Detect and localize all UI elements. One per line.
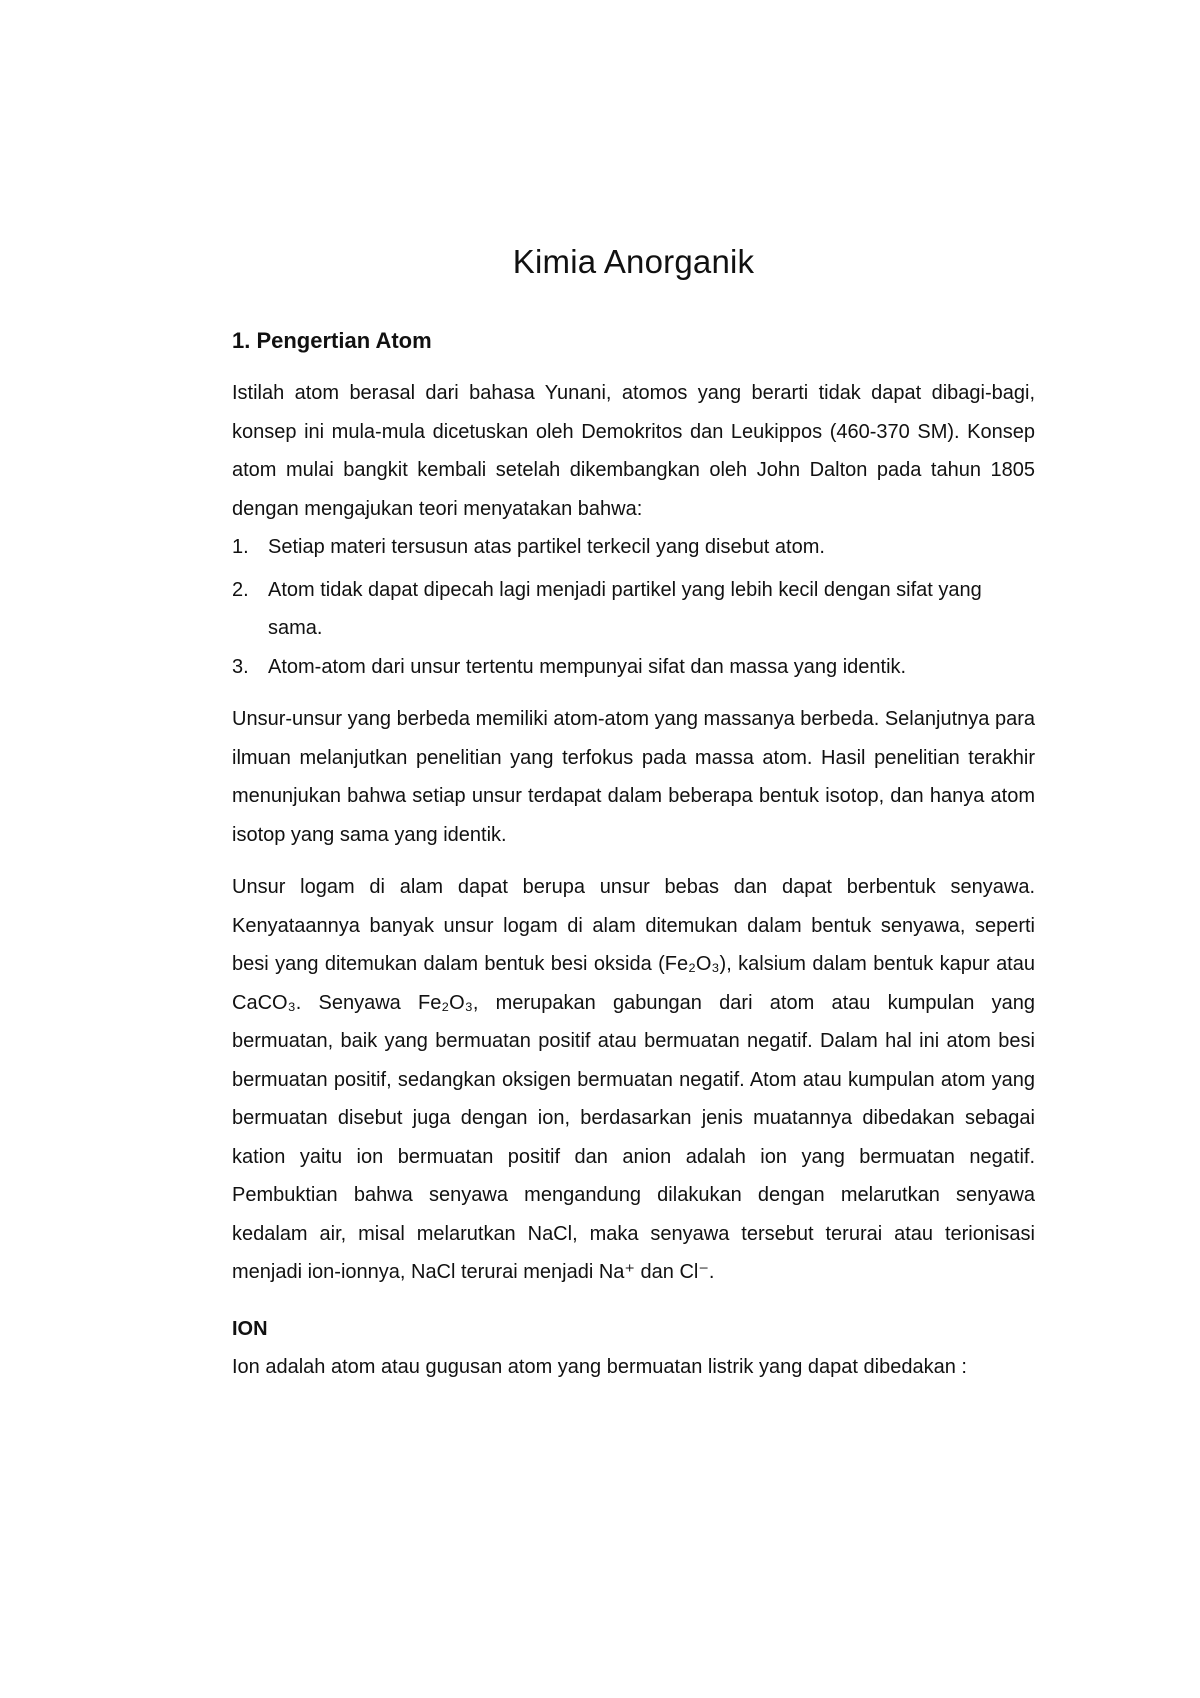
list-item	[232, 648, 1035, 687]
list-item-number: 1.	[232, 536, 249, 558]
metal-compound-paragraph: Unsur logam di alam dapat berupa unsur bebas dan dapat berbentuk senyawa. Kenyataannya banyak unsur logam di alam ditemukan dalam bentuk senyawa, seperti besi yang ditemukan dalam bentuk besi oksida (Fe₂O₃), kalsium dalam bentuk kapur atau CaCO₃. Senyawa Fe₂O₃, merupakan gabungan dari atom atau kumpulan yang bermuatan, baik yang bermuatan positif atau bermuatan negatif. Dalam hal ini atom besi bermuatan positif, sedangkan oksigen bermuatan negatif. Atom atau kumpulan atom yang bermuatan disebut juga dengan ion, berdasarkan jenis muatannya dibedakan sebagai kation yaitu ion bermuatan positif dan anion adalah ion yang bermuatan negatif. Pembuktian bahwa senyawa mengandung dilakukan dengan melarutkan senyawa kedalam air, misal melarutkan NaCl, maka senyawa tersebut terurai atau terionisasi menjadi ion-ionnya, NaCl terurai menjadi Na⁺ dan Cl⁻.	[232, 876, 1035, 1283]
list-item-number: 2.	[232, 578, 249, 601]
list-item	[232, 571, 1035, 648]
section-heading-pengertian-atom: 1. Pengertian Atom	[232, 328, 432, 353]
document-content	[232, 238, 1035, 1386]
ion-definition-paragraph: Ion adalah atom atau gugusan atom yang bermuatan listrik yang dapat dibedakan :	[232, 1355, 967, 1378]
ion-heading: ION	[232, 1317, 268, 1340]
list-item	[232, 528, 1035, 567]
isotope-paragraph: Unsur-unsur yang berbeda memiliki atom-atom yang massanya berbeda. Selanjutnya para ilmuan melanjutkan penelitian yang terfokus pada massa atom. Hasil penelitian terakhir menunjukan bahwa setiap unsur terdapat dalam beberapa bentuk isotop, dan hanya atom isotop yang sama yang identik.	[232, 708, 1035, 846]
list-item-number: 3.	[232, 655, 249, 678]
intro-paragraph: Istilah atom berasal dari bahasa Yunani, atomos yang berarti tidak dapat dibagi-bagi, konsep ini mula-mula dicetuskan oleh Demokritos dan Leukippos (460-370 SM). Konsep atom mulai bangkit kembali setelah dikembangkan oleh John Dalton pada tahun 1805 dengan mengajukan teori menyatakan bahwa:	[232, 382, 1035, 520]
dalton-theory-list	[232, 528, 1035, 686]
list-item-text: Setiap materi tersusun atas partikel terkecil yang disebut atom.	[268, 536, 825, 558]
list-item-text: Atom tidak dapat dipecah lagi menjadi partikel yang lebih kecil dengan sifat yang sama.	[268, 578, 982, 639]
document-title: Kimia Anorganik	[512, 243, 755, 280]
list-item-text: Atom-atom dari unsur tertentu mempunyai sifat dan massa yang identik.	[268, 655, 907, 678]
